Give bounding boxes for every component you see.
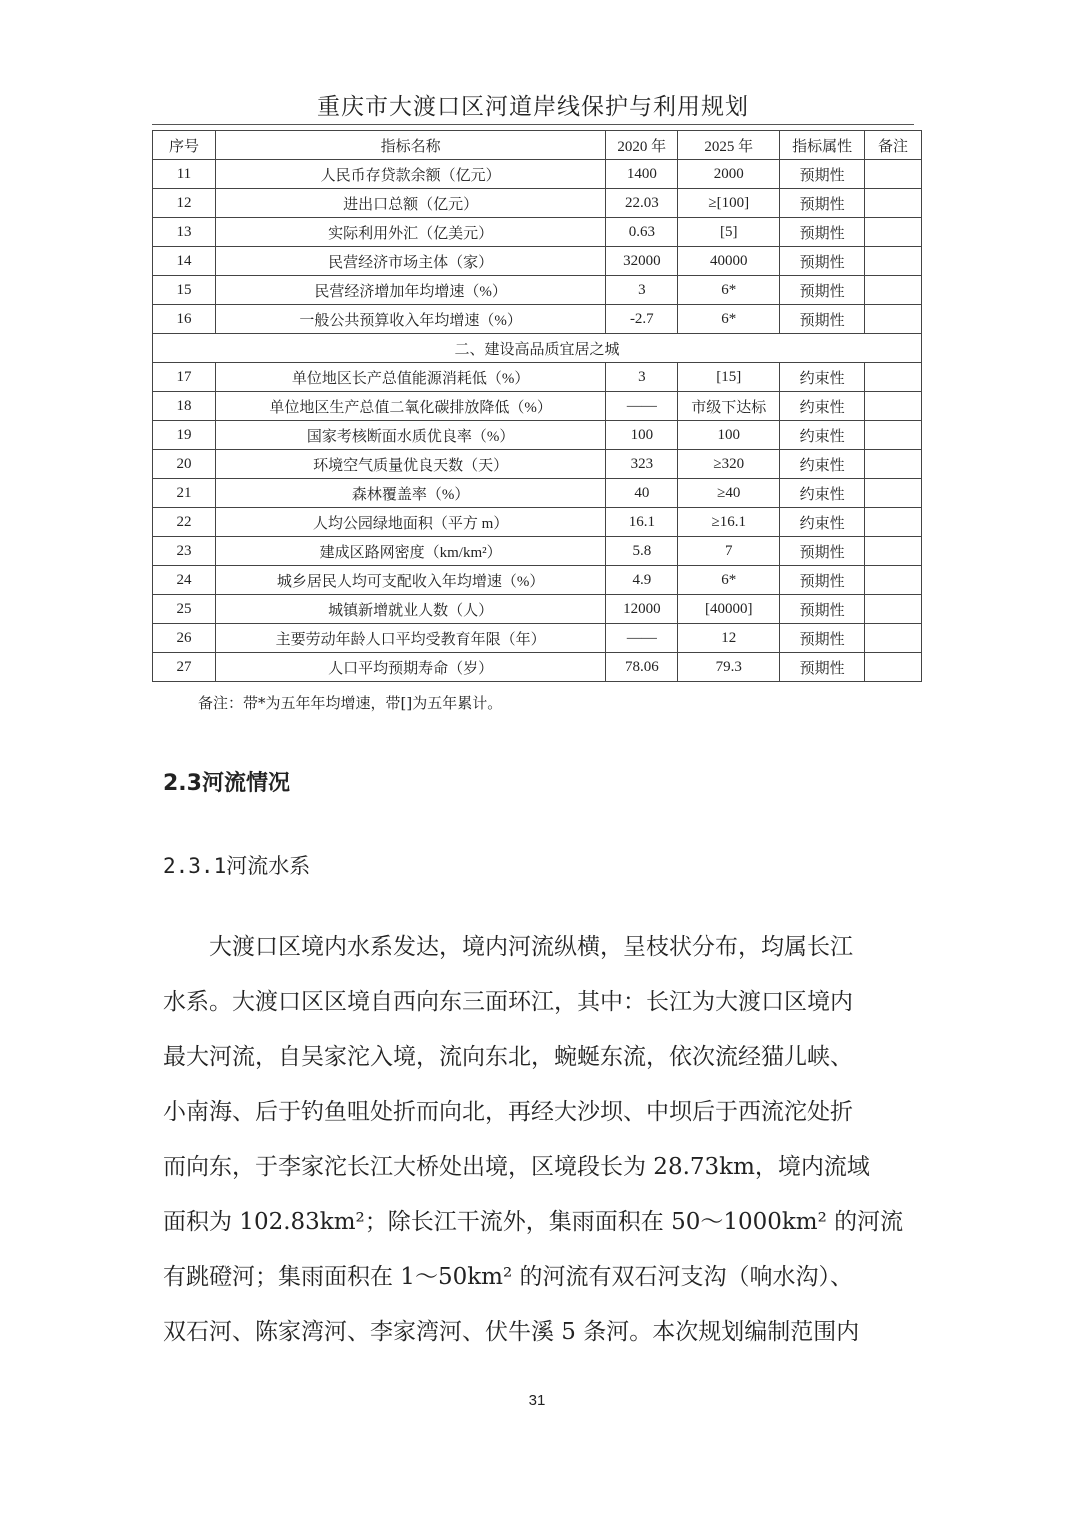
section-title-cell: 二、建设高品质宜居之城	[153, 334, 922, 363]
cell-no: 22	[153, 508, 216, 537]
cell-note	[865, 566, 922, 595]
cell-2025: ≥40	[678, 479, 780, 508]
indicator-table	[152, 130, 922, 682]
body-line: 有跳磴河；集雨面积在 1～50km² 的河流有双石河支沟（响水沟）、	[163, 1264, 853, 1290]
header-rule	[152, 124, 914, 125]
table-footnote: 备注：带*为五年年均增速，带[]为五年累计。	[198, 694, 503, 712]
cell-no: 14	[153, 247, 216, 276]
cell-2025: [40000]	[678, 595, 780, 624]
cell-name: 进出口总额（亿元）	[215, 189, 605, 218]
cell-name: 建成区路网密度（km/km²）	[215, 537, 605, 566]
cell-2020: 78.06	[606, 653, 678, 682]
cell-no: 12	[153, 189, 216, 218]
cell-2020: 5.8	[606, 537, 678, 566]
cell-2020: 100	[606, 421, 678, 450]
cell-name: 环境空气质量优良天数（天）	[215, 450, 605, 479]
cell-no: 13	[153, 218, 216, 247]
cell-2025: 市级下达标	[678, 392, 780, 421]
body-line: 最大河流，自吴家沱入境，流向东北，蜿蜒东流，依次流经猫儿峡、	[163, 1044, 853, 1070]
cell-2020: 323	[606, 450, 678, 479]
cell-2020: 1400	[606, 160, 678, 189]
body-line: 面积为 102.83km²；除长江干流外，集雨面积在 50～1000km² 的河流	[163, 1209, 904, 1235]
table-row	[153, 305, 922, 334]
cell-2025: ≥[100]	[678, 189, 780, 218]
cell-2020: 0.63	[606, 218, 678, 247]
cell-note	[865, 363, 922, 392]
cell-2020: -2.7	[606, 305, 678, 334]
cell-note	[865, 595, 922, 624]
col-header-name: 指标名称	[215, 131, 605, 160]
cell-2025: 2000	[678, 160, 780, 189]
cell-note	[865, 479, 922, 508]
body-line: 水系。大渡口区区境自西向东三面环江，其中：长江为大渡口区境内	[163, 989, 853, 1015]
body-line: 双石河、陈家湾河、李家湾河、伏牛溪 5 条河。本次规划编制范围内	[163, 1319, 860, 1345]
table-section-row	[153, 334, 922, 363]
table-row	[153, 363, 922, 392]
table-row	[153, 450, 922, 479]
cell-name: 主要劳动年龄人口平均受教育年限（年）	[215, 624, 605, 653]
cell-no: 26	[153, 624, 216, 653]
cell-attr: 预期性	[780, 624, 865, 653]
col-header-attr: 指标属性	[780, 131, 865, 160]
col-header-2025: 2025 年	[678, 131, 780, 160]
cell-name: 民营经济增加年均增速（%）	[215, 276, 605, 305]
cell-2025: 12	[678, 624, 780, 653]
cell-name: 森林覆盖率（%）	[215, 479, 605, 508]
cell-2025: 6*	[678, 305, 780, 334]
cell-note	[865, 624, 922, 653]
table-row	[153, 218, 922, 247]
cell-2025: ≥16.1	[678, 508, 780, 537]
table-section-row-group	[153, 334, 922, 363]
cell-name: 城乡居民人均可支配收入年均增速（%）	[215, 566, 605, 595]
table-row	[153, 276, 922, 305]
cell-name: 人口平均预期寿命（岁）	[215, 653, 605, 682]
cell-attr: 约束性	[780, 479, 865, 508]
cell-attr: 约束性	[780, 392, 865, 421]
table-body-a	[153, 160, 922, 334]
cell-no: 18	[153, 392, 216, 421]
table-row	[153, 595, 922, 624]
cell-note	[865, 247, 922, 276]
cell-2025: 7	[678, 537, 780, 566]
cell-attr: 预期性	[780, 566, 865, 595]
body-line: 大渡口区境内水系发达，境内河流纵横，呈枝状分布，均属长江	[163, 934, 853, 960]
cell-2020: 32000	[606, 247, 678, 276]
cell-no: 11	[153, 160, 216, 189]
cell-attr: 预期性	[780, 160, 865, 189]
cell-attr: 预期性	[780, 276, 865, 305]
cell-2025: 6*	[678, 566, 780, 595]
table-row	[153, 624, 922, 653]
cell-2020: 3	[606, 363, 678, 392]
cell-attr: 约束性	[780, 363, 865, 392]
cell-no: 24	[153, 566, 216, 595]
cell-2020: 16.1	[606, 508, 678, 537]
table-header-row	[153, 131, 922, 160]
cell-2020: 12000	[606, 595, 678, 624]
cell-name: 单位地区长产总值能源消耗低（%）	[215, 363, 605, 392]
col-header-no: 序号	[153, 131, 216, 160]
cell-name: 一般公共预算收入年均增速（%）	[215, 305, 605, 334]
cell-name: 人均公园绿地面积（平方 m）	[215, 508, 605, 537]
cell-2020: 40	[606, 479, 678, 508]
table-body-b	[153, 363, 922, 682]
page-number: 31	[528, 1392, 546, 1409]
table-row	[153, 537, 922, 566]
cell-attr: 预期性	[780, 189, 865, 218]
cell-name: 民营经济市场主体（家）	[215, 247, 605, 276]
cell-no: 19	[153, 421, 216, 450]
cell-2020: 4.9	[606, 566, 678, 595]
subsection-heading: 2.3.1河流水系	[163, 854, 311, 878]
cell-no: 27	[153, 653, 216, 682]
cell-attr: 约束性	[780, 421, 865, 450]
cell-attr: 预期性	[780, 595, 865, 624]
cell-name: 国家考核断面水质优良率（%）	[215, 421, 605, 450]
cell-note	[865, 392, 922, 421]
cell-no: 15	[153, 276, 216, 305]
table-row	[153, 247, 922, 276]
cell-no: 23	[153, 537, 216, 566]
cell-attr: 约束性	[780, 508, 865, 537]
cell-attr: 预期性	[780, 305, 865, 334]
cell-2025: 40000	[678, 247, 780, 276]
table-row	[153, 508, 922, 537]
cell-no: 17	[153, 363, 216, 392]
cell-2020: ——	[606, 624, 678, 653]
page-header-title: 重庆市大渡口区河道岸线保护与利用规划	[317, 94, 749, 120]
table-row	[153, 479, 922, 508]
cell-no: 16	[153, 305, 216, 334]
cell-name: 城镇新增就业人数（人）	[215, 595, 605, 624]
cell-note	[865, 653, 922, 682]
cell-attr: 预期性	[780, 537, 865, 566]
table-row	[153, 392, 922, 421]
cell-name: 单位地区生产总值二氧化碳排放降低（%）	[215, 392, 605, 421]
cell-note	[865, 305, 922, 334]
cell-2020: 3	[606, 276, 678, 305]
cell-attr: 约束性	[780, 450, 865, 479]
cell-note	[865, 276, 922, 305]
table-row	[153, 653, 922, 682]
table-row	[153, 566, 922, 595]
cell-2025: 79.3	[678, 653, 780, 682]
cell-2025: 6*	[678, 276, 780, 305]
cell-attr: 预期性	[780, 218, 865, 247]
cell-note	[865, 450, 922, 479]
body-paragraph	[163, 920, 913, 1360]
cell-2025: ≥320	[678, 450, 780, 479]
cell-note	[865, 537, 922, 566]
table-row	[153, 189, 922, 218]
cell-name: 实际利用外汇（亿美元）	[215, 218, 605, 247]
cell-2025: 100	[678, 421, 780, 450]
cell-note	[865, 218, 922, 247]
table-row	[153, 160, 922, 189]
cell-attr: 预期性	[780, 247, 865, 276]
cell-attr: 预期性	[780, 653, 865, 682]
cell-note	[865, 189, 922, 218]
cell-2020: ——	[606, 392, 678, 421]
cell-note	[865, 160, 922, 189]
cell-note	[865, 508, 922, 537]
cell-no: 21	[153, 479, 216, 508]
table-row	[153, 421, 922, 450]
cell-2025: [5]	[678, 218, 780, 247]
section-heading: 2.3河流情况	[163, 771, 290, 796]
cell-note	[865, 421, 922, 450]
col-header-2020: 2020 年	[606, 131, 678, 160]
cell-2020: 22.03	[606, 189, 678, 218]
cell-no: 25	[153, 595, 216, 624]
body-line: 而向东，于李家沱长江大桥处出境，区境段长为 28.73km，境内流域	[163, 1154, 870, 1180]
cell-name: 人民币存贷款余额（亿元）	[215, 160, 605, 189]
body-line: 小南海、后于钓鱼咀处折而向北，再经大沙坝、中坝后于西流沱处折	[163, 1099, 853, 1125]
cell-no: 20	[153, 450, 216, 479]
cell-2025: [15]	[678, 363, 780, 392]
col-header-note: 备注	[865, 131, 922, 160]
